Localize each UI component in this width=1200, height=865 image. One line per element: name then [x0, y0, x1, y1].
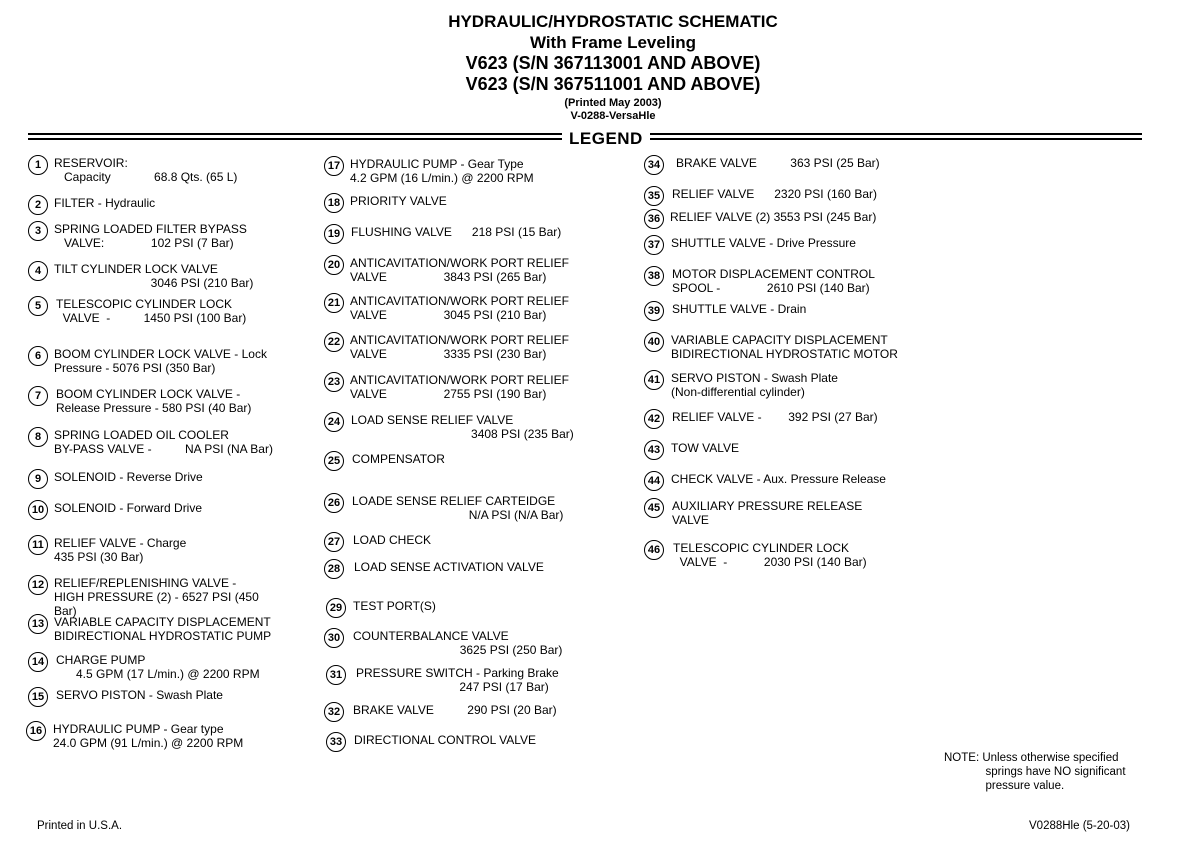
legend-item-text: [54, 536, 186, 564]
legend-number-circle: 39: [644, 301, 664, 321]
legend-number-circle: 37: [644, 235, 664, 255]
legend-item-text: [673, 541, 867, 569]
legend-number-circle: 20: [324, 255, 344, 275]
legend-number-circle: 14: [28, 652, 48, 672]
document-code: V-0288-VersaHle: [570, 110, 656, 122]
legend-item-line: Pressure - 5076 PSI (350 Bar): [54, 361, 216, 375]
legend-item-text: [350, 373, 569, 401]
legend-item-line: PRESSURE SWITCH - Parking Brake: [356, 666, 559, 680]
legend-item-line: 4.5 GPM (17 L/min.) @ 2200 RPM: [56, 667, 260, 681]
legend-number-circle: 40: [644, 332, 664, 352]
legend-item-text: [670, 210, 876, 224]
legend-item-line: VALVE 3843 PSI (265 Bar): [350, 270, 547, 284]
legend-item-line: LOAD SENSE ACTIVATION VALVE: [354, 560, 544, 574]
legend-item-text: [352, 452, 445, 466]
legend-number-circle: 2: [28, 195, 48, 215]
legend-number-circle: 19: [324, 224, 344, 244]
legend-item-line: BIDIRECTIONAL HYDROSTATIC PUMP: [54, 629, 272, 643]
legend-item-text: [356, 666, 559, 694]
legend-item-line: RELIEF VALVE - Charge: [54, 536, 187, 550]
legend-item-text: [54, 615, 271, 643]
legend-item-line: FLUSHING VALVE 218 PSI (15 Bar): [351, 225, 562, 239]
model-line-2: V623 (S/N 367511001 AND ABOVE): [465, 74, 761, 94]
legend-item-line: SERVO PISTON - Swash Plate: [56, 688, 223, 702]
legend-number-circle: 28: [324, 559, 344, 579]
legend-number-circle: 44: [644, 471, 664, 491]
legend-item-text: [54, 501, 202, 515]
legend-item-line: RELIEF/REPLENISHING VALVE -: [54, 576, 237, 590]
document-title: HYDRAULIC/HYDROSTATIC SCHEMATIC: [448, 12, 778, 31]
divider-left-bottom: [28, 138, 562, 140]
legend-item-line: 3046 PSI (210 Bar): [54, 276, 254, 290]
legend-item-text: [54, 428, 273, 456]
divider-right-top: [650, 133, 1142, 135]
legend-item-text: [54, 262, 253, 290]
legend-number-circle: 10: [28, 500, 48, 520]
legend-item-text: [350, 194, 447, 208]
legend-item-text: [354, 733, 536, 747]
legend-item-line: TILT CYLINDER LOCK VALVE: [54, 262, 218, 276]
legend-item-line: ANTICAVITATION/WORK PORT RELIEF: [350, 373, 569, 387]
legend-item-text: [56, 653, 260, 681]
legend-item-line: AUXILIARY PRESSURE RELEASE: [672, 499, 863, 513]
legend-item-line: LOAD SENSE RELIEF VALVE: [351, 413, 514, 427]
legend-item-line: SOLENOID - Reverse Drive: [54, 470, 203, 484]
legend-item-text: [350, 333, 569, 361]
legend-number-circle: 25: [324, 451, 344, 471]
printed-date: (Printed May 2003): [564, 97, 662, 109]
legend-number-circle: 30: [324, 628, 344, 648]
legend-item-line: BOOM CYLINDER LOCK VALVE -: [56, 387, 241, 401]
legend-item-line: ANTICAVITATION/WORK PORT RELIEF: [350, 333, 569, 347]
legend-item-text: [671, 472, 886, 486]
legend-number-circle: 26: [324, 493, 344, 513]
legend-item-line: Capacity 68.8 Qts. (65 L): [54, 170, 238, 184]
legend-item-line: 4.2 GPM (16 L/min.) @ 2200 RPM: [350, 171, 534, 185]
legend-item-text: [671, 371, 838, 399]
legend-item-text: [671, 441, 739, 455]
legend-item-line: FILTER - Hydraulic: [54, 196, 156, 210]
legend-item-line: VALVE: [672, 513, 709, 527]
legend-item-line: SPRING LOADED OIL COOLER: [54, 428, 229, 442]
legend-title: LEGEND: [569, 129, 643, 148]
legend-item-text: [671, 236, 856, 250]
legend-number-circle: 43: [644, 440, 664, 460]
legend-item-line: TELESCOPIC CYLINDER LOCK: [673, 541, 850, 555]
legend-item-line: RELIEF VALVE - 392 PSI (27 Bar): [672, 410, 878, 424]
legend-item-text: [671, 333, 898, 361]
legend-item-text: [351, 413, 574, 441]
legend-item-line: MOTOR DISPLACEMENT CONTROL: [672, 267, 875, 281]
legend-number-circle: 6: [28, 346, 48, 366]
legend-number-circle: 38: [644, 266, 664, 286]
legend-item-line: COUNTERBALANCE VALVE: [353, 629, 509, 643]
legend-item-line: RESERVOIR:: [54, 156, 128, 170]
legend-item-line: BRAKE VALVE 363 PSI (25 Bar): [676, 156, 880, 170]
legend-number-circle: 5: [28, 296, 48, 316]
legend-item-line: BOOM CYLINDER LOCK VALVE - Lock: [54, 347, 267, 361]
legend-item-line: SPOOL - 2610 PSI (140 Bar): [672, 281, 870, 295]
legend-item-line: (Non-differential cylinder): [671, 385, 805, 399]
legend-item-line: 24.0 GPM (91 L/min.) @ 2200 RPM: [53, 736, 244, 750]
legend-item-line: 3625 PSI (250 Bar): [353, 643, 563, 657]
legend-item-line: LOADE SENSE RELIEF CARTEIDGE: [352, 494, 556, 508]
legend-number-circle: 32: [324, 702, 344, 722]
legend-item-line: VALVE 3045 PSI (210 Bar): [350, 308, 547, 322]
legend-item-line: HYDRAULIC PUMP - Gear Type: [350, 157, 524, 171]
legend-number-circle: 36: [644, 209, 664, 229]
legend-item-line: DIRECTIONAL CONTROL VALVE: [354, 733, 537, 747]
document-subtitle: With Frame Leveling: [529, 33, 697, 52]
legend-item-text: [56, 387, 251, 415]
legend-number-circle: 4: [28, 261, 48, 281]
legend-item-line: RELIEF VALVE 2320 PSI (160 Bar): [672, 187, 877, 201]
legend-item-line: VALVE 3335 PSI (230 Bar): [350, 347, 547, 361]
legend-item-line: TEST PORT(S): [353, 599, 436, 613]
legend-item-line: CHECK VALVE - Aux. Pressure Release: [671, 472, 886, 486]
legend-item-line: TELESCOPIC CYLINDER LOCK: [56, 297, 233, 311]
legend-number-circle: 46: [644, 540, 664, 560]
legend-item-text: [672, 499, 862, 527]
legend-item-text: [353, 599, 436, 613]
legend-number-circle: 16: [26, 721, 46, 741]
legend-item-line: VALVE - 1450 PSI (100 Bar): [56, 311, 247, 325]
legend-item-text: [672, 187, 877, 201]
legend-item-line: VALVE: 102 PSI (7 Bar): [54, 236, 234, 250]
legend-number-circle: 33: [326, 732, 346, 752]
legend-number-circle: 34: [644, 155, 664, 175]
legend-item-line: SHUTTLE VALVE - Drive Pressure: [671, 236, 856, 250]
legend-number-circle: 13: [28, 614, 48, 634]
legend-item-line: N/A PSI (N/A Bar): [352, 508, 564, 522]
legend-item-text: [353, 703, 557, 717]
legend-item-line: 247 PSI (17 Bar): [356, 680, 549, 694]
legend-item-text: [56, 688, 223, 702]
legend-item-line: ANTICAVITATION/WORK PORT RELIEF: [350, 294, 569, 308]
legend-item-line: VALVE - 2030 PSI (140 Bar): [673, 555, 867, 569]
legend-number-circle: 15: [28, 687, 48, 707]
legend-item-line: VARIABLE CAPACITY DISPLACEMENT: [54, 615, 271, 629]
legend-item-text: [352, 494, 563, 522]
legend-item-line: 435 PSI (30 Bar): [54, 550, 144, 564]
note-text: NOTE: Unless otherwise specified springs have NO significant pressure value.: [944, 752, 1126, 792]
legend-number-circle: 35: [644, 186, 664, 206]
legend-number-circle: 21: [324, 293, 344, 313]
model-line-1: V623 (S/N 367113001 AND ABOVE): [465, 53, 761, 73]
legend-item-line: VARIABLE CAPACITY DISPLACEMENT: [671, 333, 888, 347]
legend-item-line: 3408 PSI (235 Bar): [351, 427, 574, 441]
legend-number-circle: 17: [324, 156, 344, 176]
legend-item-line: TOW VALVE: [671, 441, 740, 455]
legend-item-text: [354, 560, 544, 574]
legend-item-line: LOAD CHECK: [353, 533, 432, 547]
legend-item-text: [672, 302, 806, 316]
legend-item-line: SPRING LOADED FILTER BYPASS: [54, 222, 247, 236]
legend-item-line: HYDRAULIC PUMP - Gear type: [53, 722, 224, 736]
legend-number-circle: 1: [28, 155, 48, 175]
legend-number-circle: 29: [326, 598, 346, 618]
legend-item-line: SOLENOID - Forward Drive: [54, 501, 203, 515]
legend-number-circle: 3: [28, 221, 48, 241]
legend-item-text: [350, 157, 534, 185]
legend-number-circle: 41: [644, 370, 664, 390]
legend-item-text: [56, 297, 246, 325]
legend-item-line: RELIEF VALVE (2) 3553 PSI (245 Bar): [670, 210, 877, 224]
legend-item-text: [53, 722, 243, 750]
legend-number-circle: 8: [28, 427, 48, 447]
legend-item-line: Bar): [54, 604, 77, 618]
legend-item-line: SHUTTLE VALVE - Drain: [672, 302, 807, 316]
legend-item-line: ANTICAVITATION/WORK PORT RELIEF: [350, 256, 569, 270]
legend-item-text: [350, 256, 569, 284]
legend-number-circle: 11: [28, 535, 48, 555]
legend-item-text: [672, 410, 878, 424]
footer-printed-in: Printed in U.S.A.: [37, 820, 123, 832]
legend-item-line: BY-PASS VALVE - NA PSI (NA Bar): [54, 442, 273, 456]
legend-item-text: [351, 225, 561, 239]
legend-item-line: Release Pressure - 580 PSI (40 Bar): [56, 401, 252, 415]
legend-item-line: COMPENSATOR: [352, 452, 445, 466]
legend-item-line: VALVE 2755 PSI (190 Bar): [350, 387, 547, 401]
legend-item-line: BIDIRECTIONAL HYDROSTATIC MOTOR: [671, 347, 898, 361]
legend-number-circle: 18: [324, 193, 344, 213]
legend-item-text: [54, 347, 267, 375]
footer-document-code: V0288Hle (5-20-03): [1029, 820, 1131, 832]
legend-item-text: [672, 267, 875, 295]
legend-number-circle: 27: [324, 532, 344, 552]
divider-left-top: [28, 133, 562, 135]
legend-item-line: CHARGE PUMP: [56, 653, 146, 667]
legend-number-circle: 42: [644, 409, 664, 429]
legend-item-line: SERVO PISTON - Swash Plate: [671, 371, 838, 385]
legend-item-text: [676, 156, 880, 170]
legend-item-text: [353, 629, 562, 657]
legend-number-circle: 9: [28, 469, 48, 489]
legend-item-text: [54, 470, 203, 484]
legend-number-circle: 7: [28, 386, 48, 406]
legend-item-text: [54, 222, 247, 250]
legend-item-text: [54, 576, 259, 618]
legend-item-text: [350, 294, 569, 322]
legend-number-circle: 23: [324, 372, 344, 392]
legend-number-circle: 45: [644, 498, 664, 518]
legend-item-line: PRIORITY VALVE: [350, 194, 447, 208]
legend-item-text: [54, 156, 237, 184]
legend-number-circle: 22: [324, 332, 344, 352]
divider-right-bottom: [650, 138, 1142, 140]
legend-item-text: [54, 196, 155, 210]
legend-number-circle: 12: [28, 575, 48, 595]
legend-item-line: HIGH PRESSURE (2) - 6527 PSI (450: [54, 590, 259, 604]
legend-number-circle: 31: [326, 665, 346, 685]
legend-item-line: BRAKE VALVE 290 PSI (20 Bar): [353, 703, 557, 717]
legend-number-circle: 24: [324, 412, 344, 432]
legend-item-text: [353, 533, 431, 547]
